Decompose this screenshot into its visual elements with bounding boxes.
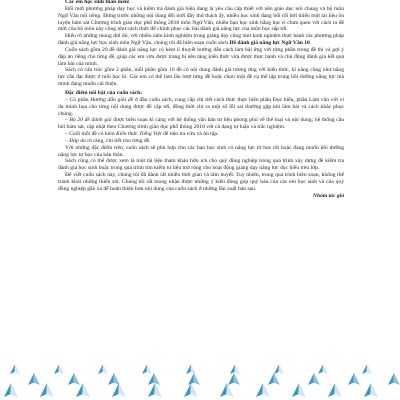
paper-plane-icon <box>353 373 360 385</box>
paper-plane-icon <box>15 365 21 374</box>
paper-plane-icon <box>147 365 153 374</box>
book-title: Đề đánh giá năng lực Ngữ Văn 10 <box>229 40 310 47</box>
paper-plane-icon <box>46 383 54 397</box>
paper-plane-icon <box>154 383 162 397</box>
paper-plane-icon <box>279 365 285 374</box>
paper-plane-icon <box>308 373 314 385</box>
paragraph-teachers: Sách cũng có thể được xem là một tài liệu tham khảo hữu ích cho quý đồng nghiệp trong quá trình xây dựng đề kiểm tra đánh giá học sinh hoặc trong quá trình tìm kiếm tư liệu mở rộng cho hoạt động giảng dạy năng lực đọc hiểu trên lớp. <box>58 158 344 172</box>
signature: Nhóm tác giả <box>312 192 344 199</box>
paragraph-thanks: Để viết cuốn sách này, chúng tôi đã dành rất nhiều thời gian và tâm huyết. Tuy nhiên, trong quá trình biên soạn, không thể tránh khỏi những thiếu sót. Chúng tôi rất mong nhận được những ý kiến đóng góp quý báu của các em học sinh và của quý đồng nghiệp gần xa để hoàn thiện hơn nội dung của cuốn sách ở những lần xuất bản sau. <box>58 172 344 192</box>
paper-plane-icon <box>153 373 160 385</box>
paper-plane-icon <box>54 365 59 374</box>
paper-plane-icon <box>73 373 80 385</box>
paper-plane-icon <box>334 383 342 397</box>
greeting: Các em học sinh thân mến! <box>65 0 130 5</box>
paper-plane-icon <box>298 383 306 397</box>
feature-item-answers: – Đáp án rõ ràng, chi tiết cho từng đề. <box>65 137 151 144</box>
paper-plane-icon <box>367 365 373 374</box>
paper-plane-icon <box>10 383 18 397</box>
paper-plane-icon <box>256 383 263 397</box>
paper-plane-icon <box>274 365 279 374</box>
paper-plane-icon <box>262 383 270 397</box>
paragraph-contents: Cuốn sách gồm 20 đề đánh giá năng lực có kèm lí thuyết hướng dẫn cách làm bài ứng với từng phần trong đề thi và gợi ý đáp án riêng cho từng đề, giúp các em vừa được trang bị nền tảng kiến thức vừa được thực hành và chủ động đánh giá kết quả làm bài của mình. <box>58 46 344 67</box>
paper-plane-icon <box>59 365 65 374</box>
paper-plane-icon <box>328 383 335 397</box>
paper-plane-icon <box>233 373 240 385</box>
paper-plane-icon <box>108 373 114 385</box>
paper-plane-icon <box>226 383 234 397</box>
paragraph-audience: Với những đặc điểm trên, cuốn sách sẽ phù hợp cho các bạn học sinh có năng lực từ học tốt hoặc đang muốn bồi dưỡng năng lực tự học của bản thân. <box>58 144 344 158</box>
paper-plane-icon <box>186 365 191 374</box>
paper-plane-icon <box>323 365 329 374</box>
paper-plane-icon <box>103 365 109 374</box>
paper-plane-icon <box>273 373 280 385</box>
feature-item-guide: – Có phần Hướng dẫn giải đề ở đầu cuốn sách, cung cấp chi tiết cách thức thực hiện phần Đọc hiểu, phần Làm văn với ví dụ minh họa cho từng nội dung được đề cập tới, đồng thời chỉ ra một số lỗi sai thường gặp khi làm bài và cách khắc phục chúng. <box>58 96 344 117</box>
paragraph-purpose: Hiểu rõ những mong đợi đó, với nhiều năm kinh nghiệm trong giảng dạy cũng như kinh nghiệm thực hành các phương pháp đánh giá năng lực học sinh môn Ngữ Văn, chúng tôi đã biên soạn cuốn sách Đề đánh giá năng lực Ngữ Văn 10. <box>58 33 344 47</box>
paper-plane-icon <box>148 383 155 397</box>
paper-plane-icon <box>68 373 74 385</box>
paper-plane-icon <box>348 373 354 385</box>
paragraph-structure: Sách có cấu trúc gồm 2 phần, mỗi phần gồm 10 đề có nội dung đánh giá tương ứng với kiến thức, kĩ năng cũng như năng lực cần đạt được ở mỗi học kì. Các em có thể làm lần lượt từng đề hoặc chọn một đề cụ thể tập trung bồi dưỡng năng lực mà mình đang muốn cải thiện. <box>58 67 344 88</box>
paper-plane-icon <box>370 383 378 397</box>
paper-plane-icon <box>98 365 103 374</box>
paper-plane-icon <box>393 373 400 385</box>
paper-plane-icon <box>228 373 234 385</box>
paper-plane-icon <box>268 373 274 385</box>
paper-plane-icon <box>184 383 191 397</box>
paper-plane-icon <box>193 373 200 385</box>
feature-item-tests: – Bộ 20 đề đánh giá được biên soạn kĩ càng với hệ thống văn bản tư liệu phong phú về thể loại và nội dung; hệ thống câu hỏi bám sát, cập nhật theo Chương trình giáo dục phổ thông 2018 với cả dạng tự luận và trắc nghiệm. <box>58 117 345 131</box>
paper-plane-icon <box>292 383 299 397</box>
paper-plane-icon <box>235 365 241 374</box>
paper-plane-icon <box>364 383 371 397</box>
paper-plane-icon <box>318 365 323 374</box>
paper-plane-icon <box>4 383 11 397</box>
paper-plane-icon <box>142 365 147 374</box>
paragraph-intro: Đổi mới phương pháp dạy học và kiểm tra đánh giá hiện đang là yêu cầu cấp thiết với nền giáo dục nói chung và bộ môn Ngữ Văn nói riêng. Đứng trước những nội dung đổi mới đầy thử thách ấy, nhiều học sinh đang bối rối bởi thiếu một tài liệu ôn luyện bám sát Chương trình giáo dục phổ thông 2018 môn Ngữ Văn, nhiều bạn học sinh hẫng hụt vì chưa quen với cách ra đề mới của bộ môn này cũng như cách thức để chinh phục các bài đánh giá năng lực của môn học sắp tới. <box>58 5 344 33</box>
decorative-triangle-border <box>0 365 400 400</box>
paper-plane-icon <box>118 383 126 397</box>
paper-plane-icon <box>190 383 198 397</box>
paper-plane-icon <box>148 373 154 385</box>
paper-plane-icon <box>362 365 367 374</box>
paper-plane-icon <box>220 383 227 397</box>
paper-plane-icon <box>76 383 83 397</box>
feature-item-knowledge: – Cuối mỗi đề có kèm Kiến thức Tiếng Việt để tiện tra cứu và ôn tập. <box>65 131 219 138</box>
paper-plane-icon <box>40 383 47 397</box>
paper-plane-icon <box>82 383 90 397</box>
paper-plane-icon <box>313 373 320 385</box>
paper-plane-icon <box>388 373 394 385</box>
preface-text <box>58 0 344 199</box>
paper-plane-icon <box>28 373 34 385</box>
features-heading: Đặc điểm nổi bật của cuốn sách: <box>65 89 143 96</box>
paper-plane-icon <box>112 383 119 397</box>
paper-plane-icon <box>191 365 197 374</box>
paper-plane-icon <box>33 373 40 385</box>
paper-plane-icon <box>230 365 235 374</box>
paper-plane-icon <box>10 365 15 374</box>
